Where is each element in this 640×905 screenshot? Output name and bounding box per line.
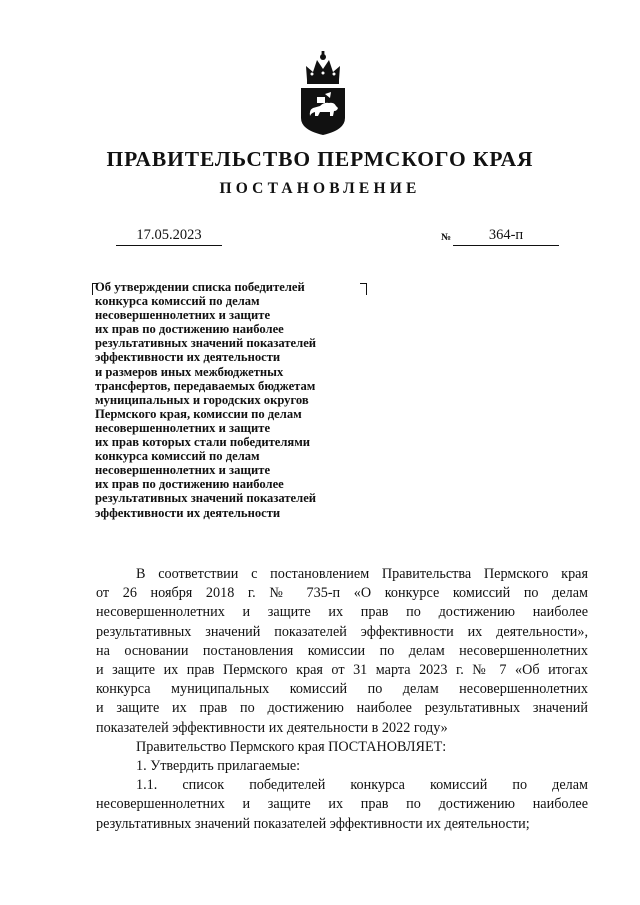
subject-line: результативных значений показателей [95,336,317,351]
subject-line: эффективности их деятельности [95,350,281,365]
subject-line: результативных значений показателей [95,491,317,506]
subject-line: конкурса комиссий по делам [95,449,260,464]
subject-line: несовершеннолетних и защите [95,308,271,323]
subject-line: трансфертов, передаваемых бюджетам [95,378,316,393]
item-1-1-line: результативных значений показателей эффективности их деятельности; [96,815,530,832]
item-1: 1. Утвердить прилагаемые: [136,758,301,775]
preamble-line: несовершеннолетних и защите их прав по достижению наиболее [96,604,588,621]
preamble-line: и защите их прав Пермского края от 31 марта 2023 г. № 7 «Об итогах [96,662,588,679]
number-prefix: № [441,232,452,243]
subject-line: и размеров иных межбюджетных [95,364,284,379]
preamble-line: показателей эффективности их деятельности в 2022 году» [96,719,448,736]
government-title: ПРАВИТЕЛЬСТВО ПЕРМСКОГО КРАЯ [106,147,534,171]
subject-line: Пермского края, комиссии по делам [95,406,302,421]
resolves-line: Правительство Пермского края ПОСТАНОВЛЯЕТ: [136,738,447,755]
preamble-line: В соответствии с постановлением Правительства Пермского края [136,566,588,582]
coat-of-arms-icon [298,50,348,136]
subject-line: муниципальных и городских округов [95,392,309,407]
preamble-line: конкурса муниципальных комиссий по делам несовершеннолетних [96,681,588,698]
preamble-line: от 26 ноября 2018 г. № 735-п «О конкурсе комиссий по делам [96,585,588,602]
subject-line: несовершеннолетних и защите [95,420,271,435]
document-date: 17.05.2023 [116,226,222,246]
subject-line: эффективности их деятельности [95,505,281,520]
preamble-line: результативных значений показателей эффективности их деятельности», [96,623,588,640]
subject-line: их прав по достижению наиболее [95,322,284,337]
document-subject [95,280,370,520]
subject-line: Об утверждении списка победителей [95,280,305,294]
subject-line: конкурса комиссий по делам [95,294,260,309]
document-body [96,565,588,834]
document-number: 364-п [453,226,559,246]
document-type: ПОСТАНОВЛЕНИЕ [219,180,421,197]
preamble-line: на основании постановления комиссии по делам несовершеннолетних [96,642,588,659]
item-1-1-line: несовершеннолетних и защите их прав по достижению наиболее [96,796,588,813]
subject-line: их прав которых стали победителями [95,435,311,450]
preamble-line: и защите их прав по достижению наиболее результативных значений [96,700,588,717]
subject-line: несовершеннолетних и защите [95,463,271,478]
item-1-1-line: 1.1. список победителей конкурса комиссий по делам [136,777,588,794]
subject-line: их прав по достижению наиболее [95,477,284,492]
